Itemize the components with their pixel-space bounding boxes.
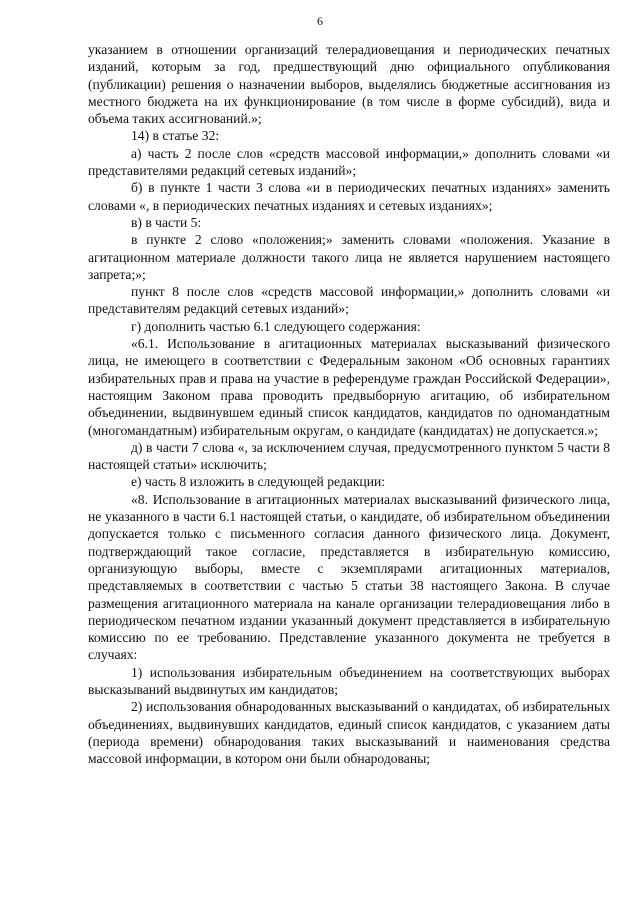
paragraph-item-e: е) часть 8 изложить в следующей редакции: — [131, 474, 386, 490]
paragraph-item-v: в) в части 5: — [131, 214, 202, 230]
page-number: 6 — [317, 14, 323, 28]
paragraph-part-8: «8. Использование в агитационных материалах высказываний физического лица, не указанного в части 6.1 настоящей статьи, о кандидате, об избирательном объединении допускается только с письменного согласия данного физического лица. Документ, подтверждающий такое согласие, представляется в избирательную комиссию, организующую выборы, вместе с экземплярами агитационных материалов, представляемых в соответствии с частью 5 статьи 38 настоящего Закона. В случае размещения агитационного материала на канале организации телерадиовещания либо в периодическом печатном издании указанный документ представляется в избирательную комиссию по ее требованию. Представление указанного документа не требуется в случаях: — [88, 491, 610, 663]
paragraph-item-d: д) в части 7 слова «, за исключением случая, предусмотренного пунктом 5 части 8 настоящей статьи» исключить; — [88, 439, 610, 473]
paragraph-item-14: 14) в статье 32: — [131, 128, 220, 144]
paragraph-case-1: 1) использования избирательным объединением на соответствующих выборах высказываний выдвинутых им кандидатов; — [88, 664, 610, 697]
paragraph-continuation: указанием в отношении организаций телерадиовещания и периодических печатных изданий, которым за год, предшествующий дню официального опубликования (публикации) решения о назначении выборов, выделялись бюджетные ассигнования из местного бюджета на их функционирование (в том числе в форме субсидий), вида и объема таких ассигнований.»; — [88, 42, 610, 127]
paragraph-case-2: 2) использования обнародованных высказываний о кандидатах, об избирательных объединениях, выдвинувших кандидатов, единый список кандидатов, с указанием даты (периода времени) обнародования таких высказываний и наименования средства массовой информации, в котором они были обнародованы; — [88, 699, 610, 767]
paragraph-item-a: а) часть 2 после слов «средств массовой информации,» дополнить словами «и представителями редакций сетевых изданий»; — [88, 145, 610, 179]
document-body — [88, 41, 610, 767]
paragraph-part-6-1: «6.1. Использование в агитационных материалах высказываний физического лица, не имеющего в соответствии с Федеральным законом «Об основных гарантиях избирательных прав и права на участие в референдуме граждан Российской Федерации», настоящим Законом права проводить предвыборную агитацию, об избирательном объединении, выдвинувшем единый список кандидатов, кандидатов по одномандатным (многомандатным) избирательным округам, о кандидате (кандидатах) не допускается.»; — [88, 336, 610, 438]
paragraph-point-8: пункт 8 после слов «средств массовой информации,» дополнить словами «и представителям редакций сетевых изданий»; — [88, 284, 610, 317]
paragraph-point-2: в пункте 2 слово «положения;» заменить словами «положения. Указание в агитационном материале должности такого лица не является нарушением настоящего запрета;»; — [88, 232, 610, 282]
paragraph-item-g: г) дополнить частью 6.1 следующего содержания: — [131, 318, 421, 334]
paragraph-item-b: б) в пункте 1 части 3 слова «и в периодических печатных изданиях» заменить словами «, в периодических печатных изданиях и сетевых изданиях»; — [88, 180, 610, 213]
